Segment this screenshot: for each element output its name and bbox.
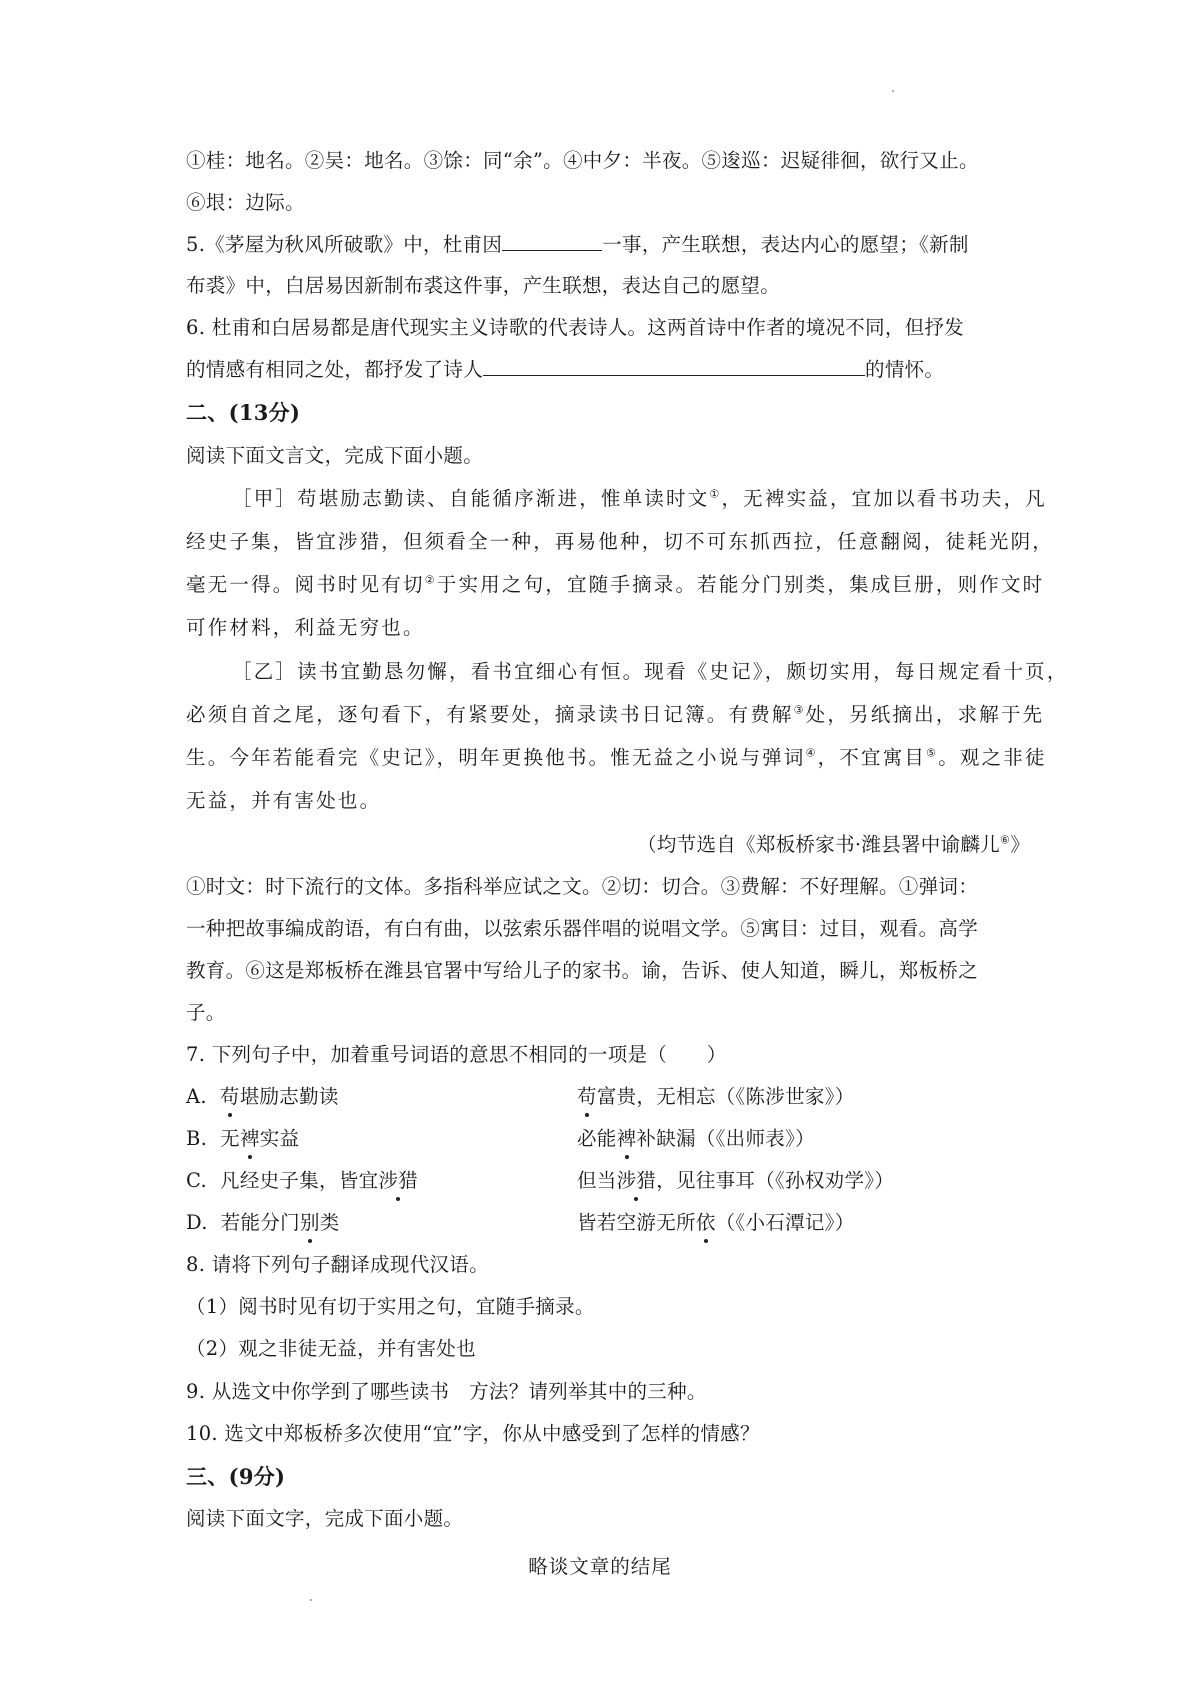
option-text: 堪励志勤读	[239, 1085, 339, 1108]
option-label: D.	[186, 1211, 208, 1234]
passage-text: 处，另纸摘出，求解于先	[805, 703, 1045, 726]
option-c[interactable]	[186, 1168, 418, 1194]
passage-text: ［甲］苟堪励志勤读、自能循序渐进，惟单读时文	[232, 487, 710, 510]
answer-blank[interactable]	[483, 357, 865, 376]
question-5-line2: 布裘》中，白居易因新制布裘这件事，产生联想，表达自己的愿望。	[186, 274, 781, 297]
passage-yi-line: ［乙］读书宜勤恳勿懈，看书宜细心有恒。现看《史记》，颇切实用，每日规定看十页，	[232, 660, 1069, 683]
notes-line: 子。	[186, 1001, 226, 1024]
passage-yi-line	[186, 745, 1047, 771]
option-text: 无	[220, 1127, 240, 1150]
question-text: 5.《茅屋为秋风所破歌》中，杜甫因	[186, 233, 503, 256]
question-5	[186, 232, 969, 258]
footnote-mark: ⑥	[1000, 833, 1011, 847]
question-7: 7. 下列句子中，加着重号词语的意思不相同的一项是（ ）	[186, 1043, 727, 1066]
footnote-mark: ④	[805, 746, 818, 760]
footnote-mark: ③	[793, 703, 806, 717]
question-9: 9. 从选文中你学到了哪些读书 方法？请列举其中的三种。	[186, 1380, 707, 1403]
emphasized-word: 涉猎	[378, 1169, 419, 1192]
emphasized-word: 苟	[577, 1085, 597, 1108]
passage-text: 必须自首之尾，逐句看下，有紧要处，摘录读书日记簿。有费解	[186, 703, 794, 726]
passage-text: ，不宜寓目	[817, 746, 927, 769]
question-8-sub-2: （2）观之非徒无益，并有害处也	[186, 1337, 476, 1360]
option-text: 若能分门	[220, 1211, 300, 1234]
source-text: 》	[1010, 833, 1030, 856]
passage-jia-line	[232, 486, 1047, 512]
option-text: ，见往事耳（《孙权劝学》）	[656, 1169, 895, 1192]
option-a-compare	[577, 1084, 855, 1110]
passage-jia-line	[186, 572, 1044, 598]
emphasized-word: 依	[695, 1211, 716, 1234]
footnote-mark: ②	[424, 573, 437, 587]
option-text: 凡经史子集，皆宜	[220, 1169, 379, 1192]
option-d[interactable]	[186, 1210, 340, 1236]
emphasized-word: 别	[299, 1211, 320, 1234]
option-text: （《小石潭记》）	[715, 1211, 855, 1234]
passage-source	[637, 832, 1030, 858]
notes-line: ①时文：时下流行的文体。多指科举应试之文。②切：切合。③费解：不好理解。①弹词：	[186, 875, 979, 898]
passage-yi-line	[186, 702, 1044, 728]
option-text: 实益	[259, 1127, 300, 1150]
section-heading: 二、(13分)	[186, 400, 301, 425]
section-heading: 三、(9分)	[186, 1464, 286, 1489]
question-text: 一事，产生联想，表达内心的愿望；《新制	[602, 233, 969, 256]
scan-speck	[892, 90, 894, 92]
emphasized-word: 裨	[616, 1127, 637, 1150]
notes-line: ⑥垠：边际。	[186, 191, 305, 214]
footnote-mark: ⑤	[926, 746, 939, 760]
option-a[interactable]	[186, 1084, 339, 1110]
passage-jia-line: 经史子集，皆宜涉猎，但须看全一种，再易他种，切不可东抓西拉，任意翻阅，徒耗光阴，	[186, 530, 1055, 553]
option-c-compare	[577, 1168, 894, 1194]
option-label: C.	[186, 1169, 208, 1192]
option-text: 补缺漏（《出师表》）	[636, 1127, 815, 1150]
passage-text: 。观之非徒	[938, 746, 1047, 769]
passage-jia-line: 可作材料，利益无穷也。	[186, 616, 425, 639]
answer-blank[interactable]	[502, 232, 602, 251]
source-text: （均节选自《郑板桥家书·潍县署中谕麟儿	[637, 833, 1001, 856]
option-label: B.	[186, 1127, 208, 1150]
section-intro: 阅读下面文字，完成下面小题。	[186, 1507, 464, 1530]
option-text: 必能	[577, 1127, 617, 1150]
option-text: 但当	[577, 1169, 617, 1192]
option-b[interactable]	[186, 1126, 299, 1152]
emphasized-word: 裨	[239, 1127, 260, 1150]
emphasized-word: 涉猎	[616, 1169, 657, 1192]
option-text: 富贵，无相忘（《陈涉世家》）	[596, 1085, 855, 1108]
emphasized-word: 苟	[219, 1085, 240, 1108]
question-8: 8. 请将下列句子翻译成现代汉语。	[186, 1253, 489, 1276]
question-10: 10. 选文中郑板桥多次使用“宜”字，你从中感受到了怎样的情感？	[186, 1422, 760, 1445]
section-intro: 阅读下面文言文，完成下面小题。	[186, 444, 484, 467]
option-d-compare	[577, 1210, 855, 1236]
passage-text: 毫无一得。阅书时见有切	[186, 573, 425, 596]
article-title: 略谈文章的结尾	[528, 1555, 672, 1578]
passage-text: ，无裨实益，宜加以看书功夫，凡	[721, 487, 1047, 510]
question-6-line2	[186, 357, 944, 383]
question-text: 的情怀。	[865, 358, 945, 381]
scan-speck	[310, 1599, 312, 1601]
passage-text: 生。今年若能看完《史记》，明年更换他书。惟无益之小说与弹词	[186, 746, 806, 769]
option-b-compare	[577, 1126, 815, 1152]
option-label: A.	[186, 1085, 207, 1108]
notes-line: 一种把故事编成韵语，有白有曲，以弦索乐器伴唱的说唱文学。⑤寓目：过目，观看。高学	[186, 917, 979, 940]
passage-yi-line: 无益，并有害处也。	[186, 789, 382, 812]
notes-line: ①桂：地名。②吴：地名。③馀：同“余”。④中夕：半夜。⑤逡巡：迟疑徘徊，欲行又止。	[186, 149, 979, 172]
question-6: 6. 杜甫和白居易都是唐代现实主义诗歌的代表诗人。这两首诗中作者的境况不同，但抒发	[186, 316, 965, 339]
question-8-sub-1: （1）阅书时见有切于实用之句，宜随手摘录。	[186, 1295, 595, 1318]
footnote-mark: ①	[709, 487, 722, 501]
question-text: 的情感有相同之处，都抒发了诗人	[186, 358, 484, 381]
option-text: 类	[319, 1211, 340, 1234]
passage-text: 于实用之句，宜随手摘录。若能分门别类，集成巨册，则作文时	[436, 573, 1045, 596]
notes-line: 教育。⑥这是郑板桥在潍县官署中写给儿子的家书。谕，告诉、使人知道，瞬儿，郑板桥之	[186, 959, 979, 982]
option-text: 皆若空游无所	[577, 1211, 696, 1234]
